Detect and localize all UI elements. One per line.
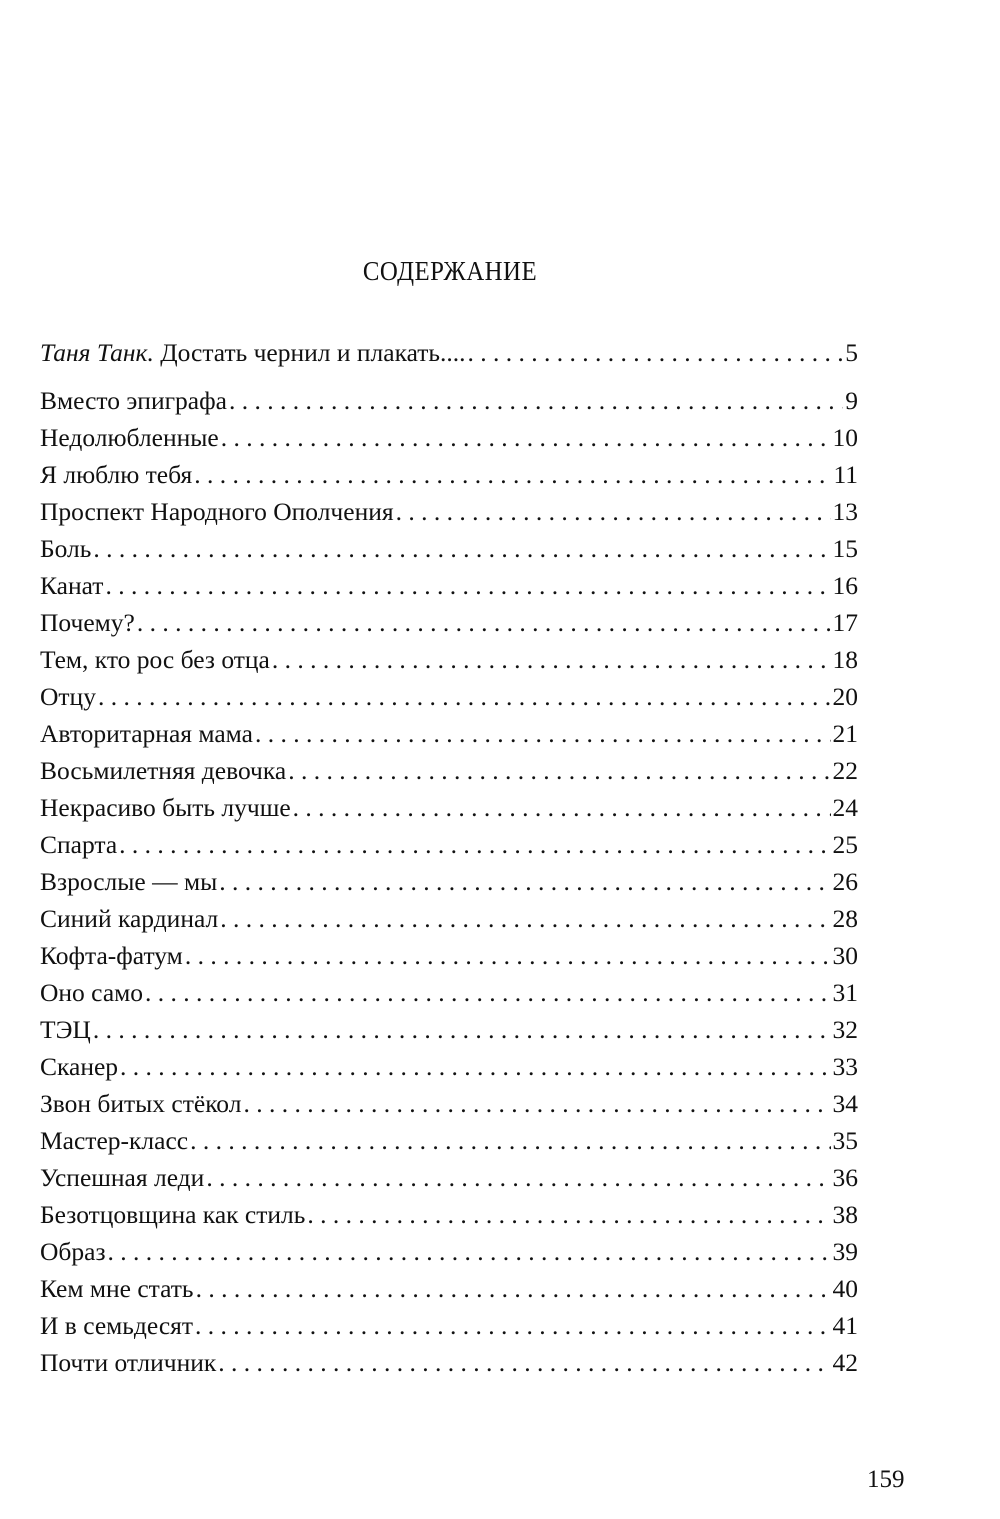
toc-page-number: 10	[832, 423, 858, 452]
toc-entry[interactable]	[40, 974, 858, 1011]
toc-page-number: 41	[832, 1311, 858, 1340]
toc-entry-title: Некрасиво быть лучше	[40, 793, 291, 822]
toc-entry-title: Безотцовщина как стиль	[40, 1200, 306, 1229]
toc-page-number: 5	[845, 338, 858, 367]
toc-entry[interactable]	[40, 493, 858, 530]
toc-entry[interactable]	[40, 826, 858, 863]
toc-entry-title: Канат	[40, 571, 104, 600]
toc-entry-title: Сканер	[40, 1052, 119, 1081]
toc-page-number: 18	[832, 645, 858, 674]
toc-entry[interactable]	[40, 678, 858, 715]
toc-page-number: 17	[832, 608, 858, 637]
toc-page-number: 11	[833, 460, 858, 489]
dot-leader	[307, 1196, 830, 1233]
toc-page-number: 9	[845, 386, 858, 415]
toc-entry-title: Кем мне стать	[40, 1274, 194, 1303]
dot-leader	[145, 974, 830, 1011]
toc-entry[interactable]	[40, 715, 858, 752]
toc-entry-title: Взрослые — мы	[40, 867, 218, 896]
toc-page-number: 22	[832, 756, 858, 785]
toc-entry-title: ТЭЦ	[40, 1015, 91, 1044]
toc-entry-title: Отцу	[40, 682, 96, 711]
toc-page-number: 25	[832, 830, 858, 859]
toc-entry-title: Я люблю тебя	[40, 460, 193, 489]
toc-page-number: 34	[832, 1089, 858, 1118]
dot-leader	[93, 530, 830, 567]
toc-entry-title: Оно само	[40, 978, 144, 1007]
toc-page-number: 32	[832, 1015, 858, 1044]
toc-entry[interactable]	[40, 1011, 858, 1048]
toc-entry[interactable]	[40, 1270, 858, 1307]
toc-entry-title: И в семьдесят	[40, 1311, 194, 1340]
toc-entry[interactable]	[40, 752, 858, 789]
toc-page-number: 31	[832, 978, 858, 1007]
toc-entry-title: Образ	[40, 1237, 106, 1266]
dot-leader	[229, 382, 843, 419]
toc-page-number: 40	[832, 1274, 858, 1303]
toc-intro-entry[interactable]	[40, 334, 858, 371]
toc-entry-title: Вместо эпиграфа	[40, 386, 227, 415]
toc-entry-title: Недолюбленные	[40, 423, 219, 452]
dot-leader	[98, 678, 831, 715]
table-of-contents	[40, 334, 858, 1381]
dot-leader	[194, 456, 831, 493]
dot-leader	[221, 419, 831, 456]
toc-entry-title: Почему?	[40, 608, 135, 637]
toc-entry[interactable]	[40, 641, 858, 678]
toc-entry[interactable]	[40, 382, 858, 419]
toc-page-number: 26	[832, 867, 858, 896]
toc-entry[interactable]	[40, 1307, 858, 1344]
toc-entry[interactable]	[40, 937, 858, 974]
toc-entry-title: Синий кардинал	[40, 904, 219, 933]
dot-leader	[272, 641, 831, 678]
toc-page-number: 21	[832, 719, 858, 748]
dot-leader	[218, 1344, 830, 1381]
toc-entry-title: Боль	[40, 534, 92, 563]
toc-entry-title: Почти отличник	[40, 1348, 217, 1377]
toc-page-number: 24	[832, 793, 858, 822]
toc-entry-title: Авторитарная мама	[40, 719, 253, 748]
toc-entry[interactable]	[40, 1122, 858, 1159]
dot-leader	[219, 863, 830, 900]
dot-leader	[396, 493, 831, 530]
toc-entry[interactable]	[40, 1085, 858, 1122]
toc-page-number: 35	[832, 1126, 858, 1155]
dot-leader	[108, 1233, 831, 1270]
dot-leader	[220, 900, 830, 937]
dot-leader	[468, 334, 844, 371]
dot-leader	[185, 937, 831, 974]
toc-entry-label	[40, 334, 466, 371]
toc-page-number: 13	[832, 497, 858, 526]
toc-entry[interactable]	[40, 900, 858, 937]
toc-entry[interactable]	[40, 456, 858, 493]
dot-leader	[190, 1122, 830, 1159]
toc-entry[interactable]	[40, 567, 858, 604]
dot-leader	[105, 567, 830, 604]
toc-page-number: 15	[832, 534, 858, 563]
toc-entry[interactable]	[40, 1159, 858, 1196]
page-number: 159	[867, 1466, 905, 1493]
toc-entry-title: Тем, кто рос без отца	[40, 645, 270, 674]
toc-entry[interactable]	[40, 530, 858, 567]
toc-entry[interactable]	[40, 1233, 858, 1270]
toc-page-number: 36	[832, 1163, 858, 1192]
dot-leader	[255, 715, 831, 752]
dot-leader	[293, 789, 831, 826]
toc-entry[interactable]	[40, 863, 858, 900]
toc-entry[interactable]	[40, 1048, 858, 1085]
toc-entry-title: Спарта	[40, 830, 118, 859]
toc-entry[interactable]	[40, 1196, 858, 1233]
toc-page-number: 28	[832, 904, 858, 933]
dot-leader	[93, 1011, 831, 1048]
dot-leader	[288, 752, 830, 789]
dot-leader	[243, 1085, 830, 1122]
toc-entry[interactable]	[40, 789, 858, 826]
dot-leader	[120, 1048, 830, 1085]
toc-page-number: 20	[832, 682, 858, 711]
toc-page-number: 30	[832, 941, 858, 970]
toc-entry[interactable]	[40, 1344, 858, 1381]
toc-entry[interactable]	[40, 604, 858, 641]
toc-entry-title: Достать чернил и плакать....	[153, 338, 466, 367]
toc-entry-title: Восьмилетняя девочка	[40, 756, 287, 785]
toc-entry-title: Проспект Народного Ополчения	[40, 497, 394, 526]
toc-page-number: 39	[832, 1237, 858, 1266]
toc-entry-title: Звон битых стёкол	[40, 1089, 242, 1118]
dot-leader	[119, 826, 830, 863]
dot-leader	[196, 1270, 831, 1307]
toc-entry-title: Кофта-фатум	[40, 941, 183, 970]
toc-page-number: 42	[832, 1348, 858, 1377]
toc-entries	[40, 382, 858, 1381]
dot-leader	[195, 1307, 830, 1344]
toc-page-number: 16	[832, 571, 858, 600]
toc-entry-title: Мастер-класс	[40, 1126, 189, 1155]
dot-leader	[137, 604, 831, 641]
dot-leader	[206, 1159, 830, 1196]
toc-entry-title: Успешная леди	[40, 1163, 205, 1192]
toc-entry[interactable]	[40, 419, 858, 456]
toc-page-number: 38	[832, 1200, 858, 1229]
page-title: СОДЕРЖАНИЕ	[362, 256, 538, 286]
toc-author: Таня Танк.	[40, 338, 154, 367]
toc-page-number: 33	[832, 1052, 858, 1081]
